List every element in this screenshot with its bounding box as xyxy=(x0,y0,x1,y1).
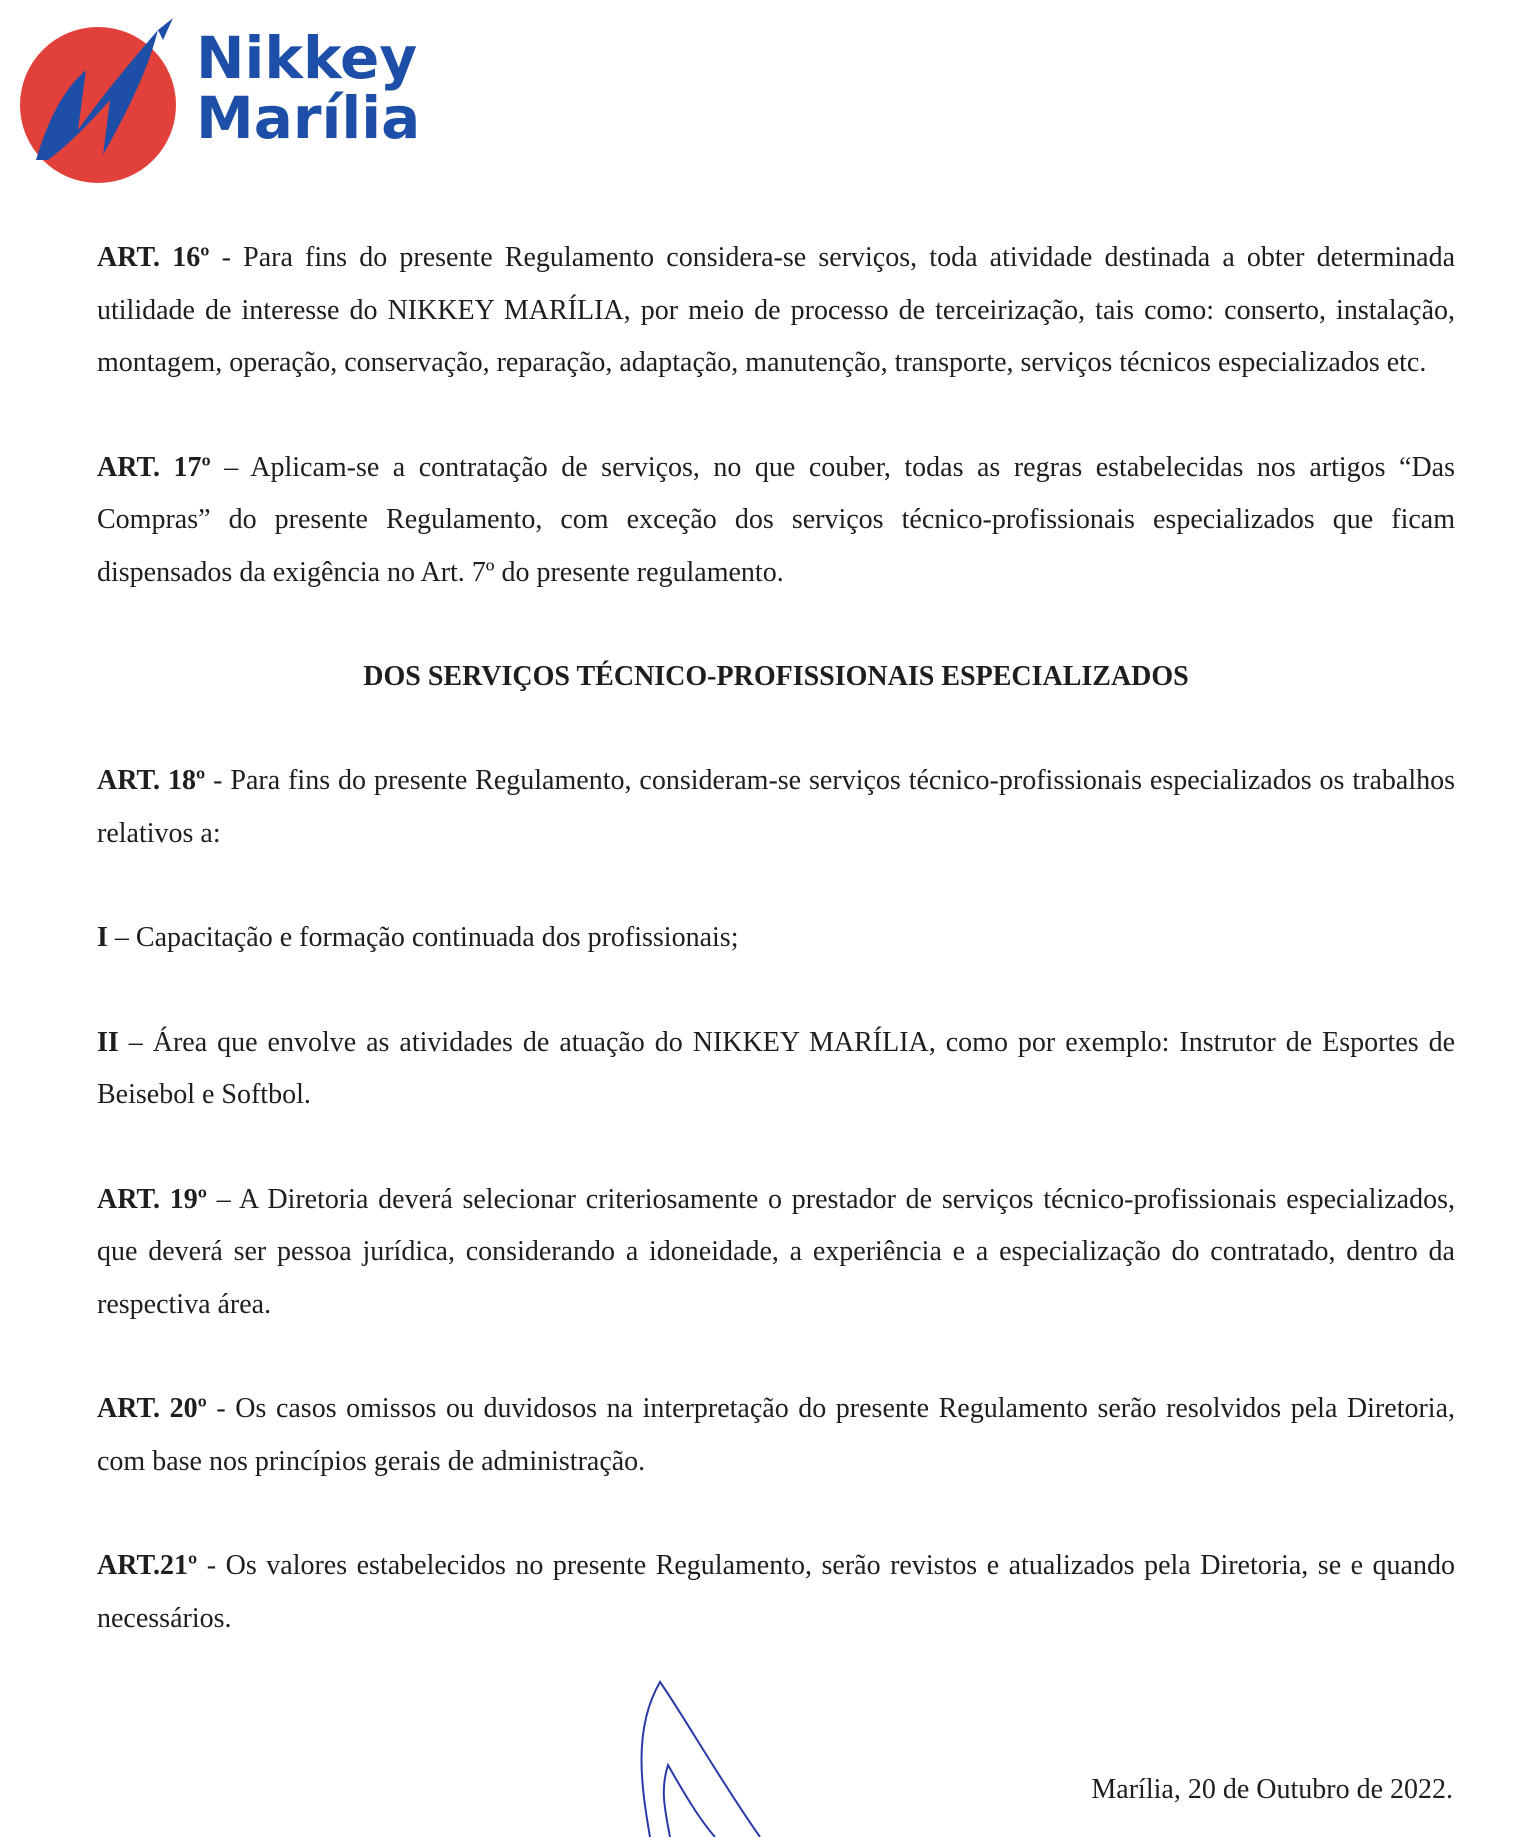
nikkey-marilia-logo xyxy=(8,10,428,185)
document-body xyxy=(97,232,1455,1645)
signature-mark xyxy=(630,1670,780,1837)
logo-wordmark xyxy=(196,24,421,152)
article-19-sep: – xyxy=(207,1183,239,1215)
item-i-sep: – xyxy=(107,922,136,953)
item-ii-sep: – xyxy=(118,1026,153,1058)
article-18 xyxy=(97,755,1455,860)
item-i-label: I xyxy=(97,922,108,953)
article-17-text: Aplicam-se a contratação de serviços, no que couber, todas as regras estabelecidas nos artigos “Das Compras” do presente Regulamento, com exceção dos serviços técnico-profissionais especializados que ficam dispensados da exigência no Art. 7º do presente regulamento. xyxy=(97,451,1455,588)
item-i-text: Capacitação e formação continuada dos profissionais; xyxy=(135,922,739,953)
article-16 xyxy=(97,232,1455,390)
article-17-label: ART. 17º xyxy=(97,451,211,483)
article-21-label: ART.21º xyxy=(97,1550,198,1581)
article-18-label: ART. 18º xyxy=(97,765,206,796)
article-21-text: Os valores estabelecidos no presente Regulamento, serão revistos e atualizados pela Diretoria, se e quando necessários. xyxy=(97,1550,1455,1634)
section-heading: DOS SERVIÇOS TÉCNICO-PROFISSIONAIS ESPECIALIZADOS xyxy=(363,661,1189,692)
article-21-sep: - xyxy=(197,1550,226,1581)
logo-emblem-icon xyxy=(8,10,188,185)
article-16-sep: - xyxy=(209,242,244,273)
article-17 xyxy=(97,442,1455,600)
article-18-sep: - xyxy=(205,765,231,796)
item-ii-label: II xyxy=(97,1026,119,1058)
article-19-label: ART. 19º xyxy=(97,1183,208,1215)
article-20-sep: - xyxy=(206,1393,236,1424)
logo-line-2: Marília xyxy=(196,84,421,152)
article-19-text: A Diretoria deverá selecionar criteriosamente o prestador de serviços técnico-profissionais especializados, que deverá ser pessoa jurídica, considerando a idoneidade, a experiência e a especialização do contratado, dentro da respectiva área. xyxy=(97,1183,1455,1320)
article-16-label: ART. 16º xyxy=(97,242,210,273)
item-ii-text: Área que envolve as atividades de atuação do NIKKEY MARÍLIA, como por exemplo: Instrutor de Esportes de Beisebol e Softbol. xyxy=(97,1026,1456,1110)
date-line: Marília, 20 de Outubro de 2022. xyxy=(1091,1774,1453,1805)
article-19 xyxy=(97,1174,1455,1332)
article-20-text: Os casos omissos ou duvidosos na interpretação do presente Regulamento serão resolvidos pela Diretoria, com base nos princípios gerais de administração. xyxy=(97,1393,1455,1477)
item-i xyxy=(97,912,1455,965)
article-21 xyxy=(97,1540,1455,1645)
article-18-text: Para fins do presente Regulamento, consideram-se serviços técnico-profissionais especializados os trabalhos relativos a: xyxy=(97,765,1456,849)
article-16-text: Para fins do presente Regulamento considera-se serviços, toda atividade destinada a obter determinada utilidade de interesse do NIKKEY MARÍLIA, por meio de processo de terceirização, tais como: conserto, instalação, montagem, operação, conservação, reparação, adaptação, manutenção, transporte, serviços técnicos especializados etc. xyxy=(97,242,1456,378)
logo-line-1: Nikkey xyxy=(196,24,418,92)
article-17-sep: – xyxy=(210,451,251,483)
article-20-label: ART. 20º xyxy=(97,1393,207,1424)
item-ii xyxy=(97,1017,1455,1122)
article-20 xyxy=(97,1383,1455,1488)
